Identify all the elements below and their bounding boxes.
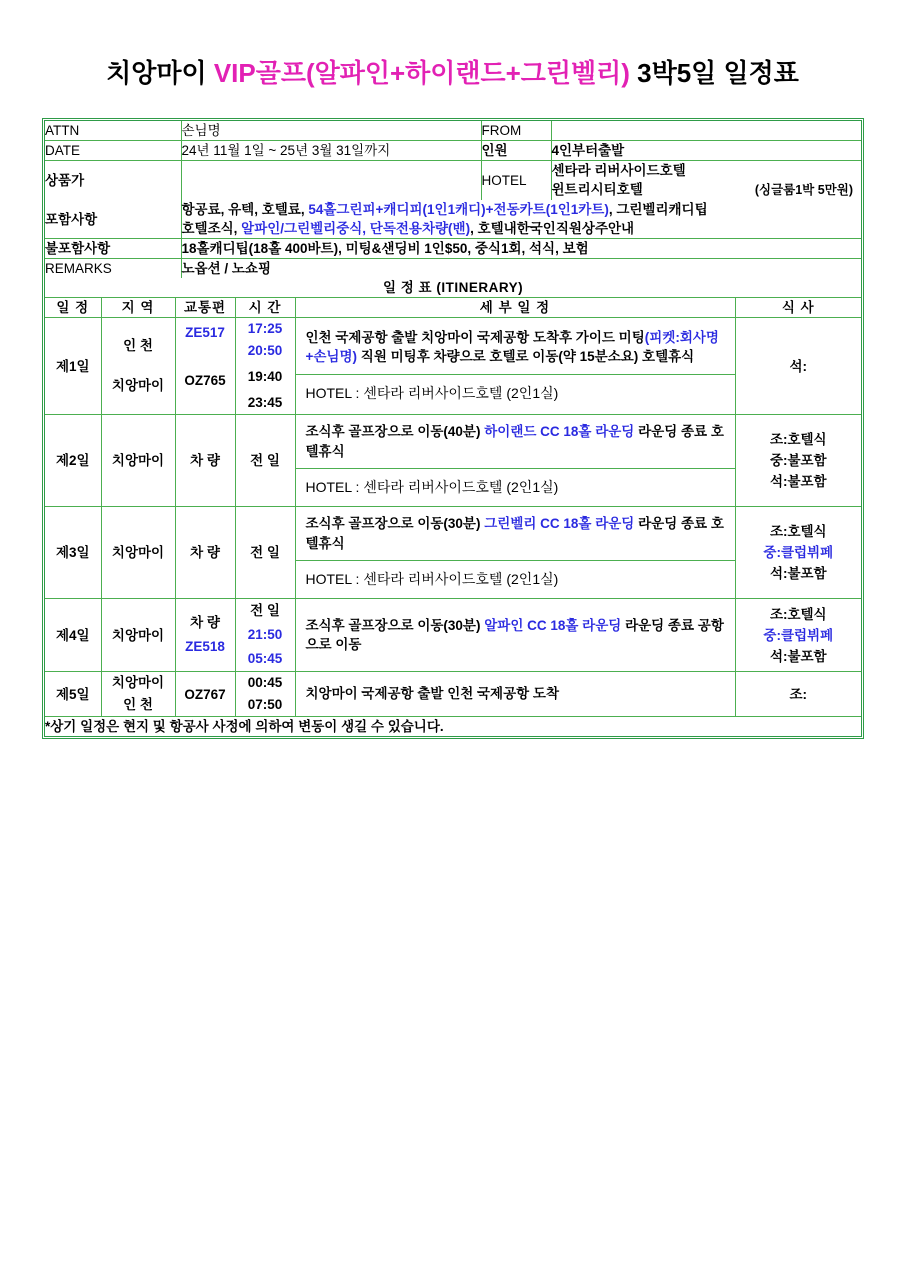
meal-dinner: 석:불포함 — [769, 566, 827, 581]
detail-line-4: 공항으로 이동 — [305, 617, 724, 652]
price-label: 상품가 — [45, 161, 181, 201]
detail-text-cell — [296, 415, 735, 469]
day-transport: 차 량 — [175, 415, 235, 507]
table-row — [45, 318, 861, 415]
document-frame — [42, 118, 864, 739]
detail-text — [296, 507, 735, 560]
table-row — [45, 121, 861, 141]
include-value — [181, 200, 861, 239]
day-transport: 차 량 — [175, 507, 235, 599]
detail-line-3: 라운딩 종료 — [638, 424, 708, 439]
from-label: FROM — [481, 121, 551, 141]
day-transport: OZ767 — [175, 672, 235, 717]
time-blue-2: 20:50 — [247, 343, 283, 358]
flight-number-outbound: ZE517 — [185, 325, 225, 340]
day-time — [235, 599, 295, 672]
flight-number-return: ZE518 — [185, 639, 225, 654]
region-line-2: 인 천 — [123, 697, 153, 712]
remarks-value: 노옵션 / 노쇼핑 — [181, 259, 861, 279]
day-detail — [295, 415, 735, 507]
detail-text-row — [296, 415, 735, 469]
day-detail — [295, 599, 735, 672]
day-number: 제1일 — [45, 318, 101, 415]
pax-label: 인원 — [481, 141, 551, 161]
meal-breakfast: 석: — [789, 358, 808, 374]
include-line-2-a: 호텔조식, — [181, 221, 242, 236]
detail-hotel-row — [296, 374, 735, 412]
meal-lunch: 중:불포함 — [769, 453, 827, 468]
day-time — [235, 318, 295, 415]
pax-value: 4인부터출발 — [551, 141, 861, 161]
hotel-value — [551, 161, 861, 201]
column-header-time: 시 간 — [235, 298, 295, 318]
table-row — [45, 200, 861, 239]
footnote: *상기 일정은 현지 및 항공사 사정에 의하여 변동이 생길 수 있습니다. — [45, 717, 861, 737]
detail-hotel-cell — [296, 469, 735, 507]
detail-line-1: 조식후 골프장으로 이동(40분) — [305, 424, 481, 439]
detail-text-row — [296, 507, 735, 561]
day-time — [235, 672, 295, 717]
region-line-2: 치앙마이 — [111, 378, 165, 393]
detail-text-cell — [296, 507, 735, 561]
detail-line-1: 조식후 골프장으로 이동(30분) — [305, 516, 481, 531]
detail-text — [296, 321, 735, 374]
detail-line-3: 라운딩 종료 — [625, 617, 695, 633]
itinerary-table — [45, 278, 861, 736]
day-region: 치앙마이 — [101, 415, 175, 507]
price-value — [181, 161, 481, 201]
detail-line-2-golf: 알파인 CC 18홀 라운딩 — [484, 617, 622, 633]
detail-line-4: 호텔휴식 — [642, 349, 695, 364]
hotel-stay: HOTEL : 센타라 리버사이드호텔 (2인1실) — [305, 571, 559, 587]
detail-line-3: 직원 미팅후 차량으로 호텔로 이동(약 15분소요) — [360, 349, 639, 364]
itinerary-banner: 일 정 표 (ITINERARY) — [45, 278, 861, 298]
day-transport — [175, 599, 235, 672]
detail-hotel-row — [296, 469, 735, 507]
day-meal — [735, 599, 861, 672]
hotel-name-2: 윈트리시티호텔 — [551, 182, 643, 197]
detail-line-4: 호텔휴식 — [305, 516, 724, 551]
time-black-2: 07:50 — [247, 697, 283, 712]
day-meal — [735, 318, 861, 415]
meal-dinner: 석:불포함 — [769, 474, 827, 489]
include-line-1-c: , 그린벨리캐디팁 — [608, 202, 708, 217]
include-line-2-c: , 호텔내한국인직원상주안내 — [470, 221, 635, 236]
meal-dinner: 석:불포함 — [769, 648, 827, 664]
include-line-1 — [182, 200, 862, 219]
meal-breakfast: 조:호텔식 — [769, 524, 827, 539]
title-part-destination: 치앙마이 — [106, 58, 214, 88]
detail-line-2: 인천 국제공항 도착 — [447, 686, 560, 702]
day-meal — [735, 672, 861, 717]
header-info-table — [45, 121, 861, 200]
detail-line-2-b: (피켓:회사명+손님명) — [305, 329, 719, 364]
column-header-region: 지 역 — [101, 298, 175, 318]
column-header-day: 일 정 — [45, 298, 101, 318]
hotel-label: HOTEL — [481, 161, 551, 201]
day-number: 제4일 — [45, 599, 101, 672]
include-line-2-b: 알파인/그린벨리중식, 단독전용차량(밴) — [241, 221, 471, 236]
detail-line-1: 인천 국제공항 출발 — [305, 329, 418, 345]
day-transport — [175, 318, 235, 415]
page-title — [0, 0, 905, 90]
detail-hotel-cell — [296, 561, 735, 599]
detail-hotel-row — [296, 561, 735, 599]
flight-number-alt: OZ765 — [184, 373, 226, 388]
date-label: DATE — [45, 141, 181, 161]
table-row — [45, 239, 861, 259]
column-header-detail: 세 부 일 정 — [295, 298, 735, 318]
region-line-1: 치앙마이 — [111, 675, 165, 690]
transport-vehicle: 차 량 — [190, 615, 220, 630]
time-blue-1: 17:25 — [247, 321, 283, 336]
region-line-1: 인 천 — [123, 338, 153, 353]
table-row — [45, 141, 861, 161]
detail-sub-table — [296, 507, 735, 598]
detail-line-2-golf: 하이랜드 CC 18홀 라운딩 — [484, 424, 635, 439]
detail-line-1: 조식후 골프장으로 이동(30분) — [305, 617, 481, 633]
time-blue-2: 05:45 — [247, 651, 283, 666]
time-black-2: 23:45 — [247, 395, 283, 410]
time-black-1: 19:40 — [247, 369, 283, 384]
detail-line-3: 라운딩 종료 — [638, 516, 708, 531]
detail-text — [296, 415, 735, 468]
hotel-name-2-row — [552, 180, 862, 200]
detail-hotel-cell — [296, 374, 735, 412]
detail-text-cell — [296, 321, 735, 375]
table-row — [45, 259, 861, 279]
meal-lunch: 중:클럽뷔페 — [763, 545, 834, 560]
include-line-1-b: 54홀그린피+캐디피(1인1캐디)+전동카트(1인1카트) — [308, 202, 609, 217]
day-region — [101, 318, 175, 415]
day-time: 전 일 — [235, 507, 295, 599]
day-meal — [735, 507, 861, 599]
day-detail — [295, 672, 735, 717]
day-number: 제2일 — [45, 415, 101, 507]
detail-text — [296, 609, 735, 662]
hotel-name-1: 센타라 리버사이드호텔 — [551, 163, 686, 178]
day-region — [101, 672, 175, 717]
include-line-2 — [182, 219, 862, 238]
exclude-label: 불포함사항 — [45, 239, 181, 259]
meal-breakfast: 조: — [789, 686, 808, 702]
detail-line-4: 호텔휴식 — [305, 424, 724, 459]
detail-text — [296, 677, 735, 711]
time-allday: 전 일 — [250, 603, 280, 618]
detail-text-row — [296, 321, 735, 375]
terms-table — [45, 200, 861, 278]
table-row — [45, 672, 861, 717]
day-number: 제5일 — [45, 672, 101, 717]
date-value: 24년 11월 1일 ~ 25년 3월 31일까지 — [181, 141, 481, 161]
day-region: 치앙마이 — [101, 507, 175, 599]
table-row — [45, 507, 861, 599]
day-meal — [735, 415, 861, 507]
day-detail — [295, 318, 735, 415]
day-region: 치앙마이 — [101, 599, 175, 672]
meal-breakfast: 조:호텔식 — [769, 606, 827, 622]
hotel-stay: HOTEL : 센타라 리버사이드호텔 (2인1실) — [305, 479, 559, 495]
detail-line-2-golf: 그린벨리 CC 18홀 라운딩 — [484, 516, 635, 531]
day-number: 제3일 — [45, 507, 101, 599]
day-time: 전 일 — [235, 415, 295, 507]
detail-line-2-a: 치앙마이 국제공항 도착후 가이드 미팅 — [421, 329, 645, 345]
title-part-duration: 3박5일 일정표 — [629, 58, 799, 88]
time-black-1: 00:45 — [247, 675, 283, 690]
column-header-transport: 교통편 — [175, 298, 235, 318]
from-value — [551, 121, 861, 141]
remarks-label: REMARKS — [45, 259, 181, 279]
detail-line-1: 치앙마이 국제공항 출발 — [305, 686, 444, 702]
table-row — [45, 161, 861, 201]
day-detail — [295, 507, 735, 599]
hotel-single-supplement-note: (싱글룸1박 5만원) — [754, 183, 853, 197]
title-part-product: VIP골프(알파인+하이랜드+그린벨리) — [213, 58, 630, 88]
footnote-row — [45, 717, 861, 737]
attn-value: 손님명 — [181, 121, 481, 141]
hotel-stay: HOTEL : 센타라 리버사이드호텔 (2인1실) — [305, 384, 559, 401]
include-line-1-a: 항공료, 유텍, 호텔료, — [181, 202, 309, 217]
table-row — [45, 415, 861, 507]
time-blue-1: 21:50 — [247, 627, 283, 642]
detail-sub-table — [296, 415, 735, 506]
meal-breakfast: 조:호텔식 — [769, 432, 827, 447]
include-label: 포함사항 — [45, 200, 181, 239]
itinerary-header-row — [45, 298, 861, 318]
attn-label: ATTN — [45, 121, 181, 141]
itinerary-banner-row — [45, 278, 861, 298]
meal-lunch: 중:클럽뷔페 — [763, 627, 834, 643]
detail-sub-table — [296, 321, 735, 412]
exclude-value: 18홀캐디팁(18홀 400바트), 미팅&샌딩비 1인$50, 중식1회, 석식, 보험 — [181, 239, 861, 259]
column-header-meal: 식 사 — [735, 298, 861, 318]
table-row — [45, 599, 861, 672]
